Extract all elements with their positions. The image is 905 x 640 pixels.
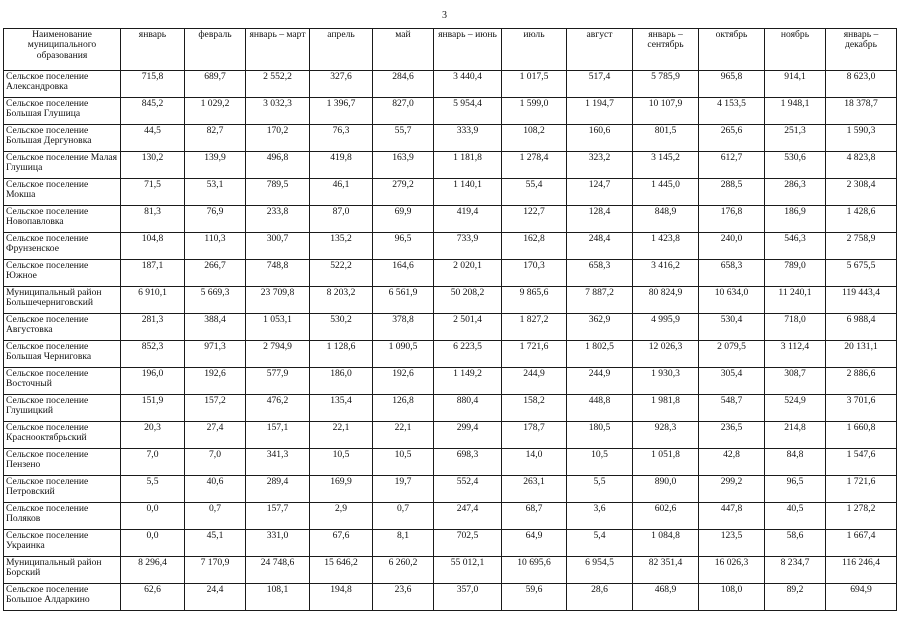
header-row [4, 29, 897, 71]
table-row [4, 449, 897, 476]
table-cell-value: 1 599,0 [502, 98, 567, 125]
table-cell-value: 447,8 [699, 503, 765, 530]
table-cell-value: 124,7 [567, 179, 633, 206]
table-cell-value: 4 995,9 [633, 314, 699, 341]
table-cell-value: 192,6 [373, 368, 434, 395]
table-cell-value: 357,0 [434, 584, 502, 611]
table-cell-value: 1 590,3 [826, 125, 897, 152]
row-municipality-name: Сельское поселение Пензено [4, 449, 121, 476]
table-cell-value: 1 948,1 [765, 98, 826, 125]
table-cell-value: 71,5 [121, 179, 185, 206]
table-cell-value: 96,5 [765, 476, 826, 503]
table-cell-value: 2 794,9 [246, 341, 310, 368]
table-cell-value: 10,5 [310, 449, 373, 476]
table-cell-value: 108,1 [246, 584, 310, 611]
column-header: август [567, 29, 633, 71]
table-cell-value: 3,6 [567, 503, 633, 530]
table-cell-value: 42,8 [699, 449, 765, 476]
column-header: январь – декабрь [826, 29, 897, 71]
table-row [4, 395, 897, 422]
table-cell-value: 801,5 [633, 125, 699, 152]
table-cell-value: 698,3 [434, 449, 502, 476]
table-cell-value: 192,6 [185, 368, 246, 395]
table-cell-value: 2 308,4 [826, 179, 897, 206]
table-cell-value: 24,4 [185, 584, 246, 611]
table-cell-value: 24 748,6 [246, 557, 310, 584]
data-table [3, 28, 897, 611]
table-cell-value: 160,6 [567, 125, 633, 152]
table-cell-value: 362,9 [567, 314, 633, 341]
table-cell-value: 135,2 [310, 233, 373, 260]
table-cell-value: 1 084,8 [633, 530, 699, 557]
table-body [4, 71, 897, 611]
table-row [4, 98, 897, 125]
table-cell-value: 214,8 [765, 422, 826, 449]
table-cell-value: 1 547,6 [826, 449, 897, 476]
table-cell-value: 3 440,4 [434, 71, 502, 98]
table-cell-value: 327,6 [310, 71, 373, 98]
table-cell-value: 852,3 [121, 341, 185, 368]
table-cell-value: 658,3 [699, 260, 765, 287]
table-cell-value: 496,8 [246, 152, 310, 179]
table-cell-value: 448,8 [567, 395, 633, 422]
table-row [4, 584, 897, 611]
table-cell-value: 10,5 [567, 449, 633, 476]
table-cell-value: 23,6 [373, 584, 434, 611]
table-row [4, 260, 897, 287]
table-cell-value: 299,2 [699, 476, 765, 503]
table-cell-value: 4 153,5 [699, 98, 765, 125]
table-cell-value: 1 140,1 [434, 179, 502, 206]
table-cell-value: 845,2 [121, 98, 185, 125]
row-municipality-name: Муниципальный район Большечерниговский [4, 287, 121, 314]
table-cell-value: 87,0 [310, 206, 373, 233]
table-cell-value: 84,8 [765, 449, 826, 476]
table-cell-value: 44,5 [121, 125, 185, 152]
table-cell-value: 577,9 [246, 368, 310, 395]
row-municipality-name: Сельское поселение Украинка [4, 530, 121, 557]
table-cell-value: 186,0 [310, 368, 373, 395]
table-cell-value: 1 721,6 [502, 341, 567, 368]
table-cell-value: 14,0 [502, 449, 567, 476]
row-municipality-name: Сельское поселение Большое Алдаркино [4, 584, 121, 611]
table-cell-value: 15 646,2 [310, 557, 373, 584]
row-municipality-name: Сельское поселение Новопавловка [4, 206, 121, 233]
table-cell-value: 1 802,5 [567, 341, 633, 368]
table-cell-value: 196,0 [121, 368, 185, 395]
table-cell-value: 289,4 [246, 476, 310, 503]
table-cell-value: 162,8 [502, 233, 567, 260]
table-cell-value: 170,3 [502, 260, 567, 287]
table-cell-value: 164,6 [373, 260, 434, 287]
column-header: февраль [185, 29, 246, 71]
row-municipality-name: Муниципальный район Борский [4, 557, 121, 584]
table-cell-value: 10,5 [373, 449, 434, 476]
table-cell-value: 914,1 [765, 71, 826, 98]
column-header: январь – март [246, 29, 310, 71]
table-cell-value: 180,5 [567, 422, 633, 449]
table-cell-value: 233,8 [246, 206, 310, 233]
table-cell-value: 2,9 [310, 503, 373, 530]
table-cell-value: 62,6 [121, 584, 185, 611]
table-cell-value: 689,7 [185, 71, 246, 98]
table-cell-value: 548,7 [699, 395, 765, 422]
table-cell-value: 6 988,4 [826, 314, 897, 341]
table-cell-value: 8,1 [373, 530, 434, 557]
table-cell-value: 265,6 [699, 125, 765, 152]
table-cell-value: 1 428,6 [826, 206, 897, 233]
table-cell-value: 331,0 [246, 530, 310, 557]
table-cell-value: 468,9 [633, 584, 699, 611]
table-cell-value: 1 149,2 [434, 368, 502, 395]
column-header: январь – сентябрь [633, 29, 699, 71]
table-cell-value: 194,8 [310, 584, 373, 611]
row-municipality-name: Сельское поселение Мокша [4, 179, 121, 206]
table-cell-value: 76,3 [310, 125, 373, 152]
table-cell-value: 928,3 [633, 422, 699, 449]
table-cell-value: 1 278,2 [826, 503, 897, 530]
table-cell-value: 2 079,5 [699, 341, 765, 368]
row-municipality-name: Сельское поселение Краснооктябрьский [4, 422, 121, 449]
table-cell-value: 3 416,2 [633, 260, 699, 287]
table-cell-value: 176,8 [699, 206, 765, 233]
table-cell-value: 522,2 [310, 260, 373, 287]
table-row [4, 503, 897, 530]
table-cell-value: 89,2 [765, 584, 826, 611]
row-municipality-name: Сельское поселение Петровский [4, 476, 121, 503]
table-cell-value: 20,3 [121, 422, 185, 449]
table-cell-value: 702,5 [434, 530, 502, 557]
table-cell-value: 5 785,9 [633, 71, 699, 98]
table-cell-value: 971,3 [185, 341, 246, 368]
table-cell-value: 341,3 [246, 449, 310, 476]
table-cell-value: 178,7 [502, 422, 567, 449]
table-row [4, 233, 897, 260]
table-cell-value: 715,8 [121, 71, 185, 98]
table-cell-value: 552,4 [434, 476, 502, 503]
table-cell-value: 546,3 [765, 233, 826, 260]
table-cell-value: 733,9 [434, 233, 502, 260]
table-cell-value: 108,0 [699, 584, 765, 611]
table-cell-value: 530,4 [699, 314, 765, 341]
row-municipality-name: Сельское поселение Большая Дергуновка [4, 125, 121, 152]
table-cell-value: 281,3 [121, 314, 185, 341]
table-cell-value: 170,2 [246, 125, 310, 152]
table-cell-value: 45,1 [185, 530, 246, 557]
table-cell-value: 419,4 [434, 206, 502, 233]
table-cell-value: 789,5 [246, 179, 310, 206]
table-row [4, 125, 897, 152]
table-cell-value: 6 561,9 [373, 287, 434, 314]
table-cell-value: 3 145,2 [633, 152, 699, 179]
table-cell-value: 9 865,6 [502, 287, 567, 314]
table-cell-value: 50 208,2 [434, 287, 502, 314]
table-cell-value: 1 981,8 [633, 395, 699, 422]
table-cell-value: 5 954,4 [434, 98, 502, 125]
table-cell-value: 5,4 [567, 530, 633, 557]
table-cell-value: 1 667,4 [826, 530, 897, 557]
table-cell-value: 8 203,2 [310, 287, 373, 314]
table-cell-value: 1 017,5 [502, 71, 567, 98]
table-cell-value: 880,4 [434, 395, 502, 422]
table-cell-value: 186,9 [765, 206, 826, 233]
table-cell-value: 158,2 [502, 395, 567, 422]
table-cell-value: 251,3 [765, 125, 826, 152]
table-cell-value: 80 824,9 [633, 287, 699, 314]
table-cell-value: 1 090,5 [373, 341, 434, 368]
table-cell-value: 244,9 [502, 368, 567, 395]
table-row [4, 476, 897, 503]
table-cell-value: 3 701,6 [826, 395, 897, 422]
table-cell-value: 64,9 [502, 530, 567, 557]
table-cell-value: 612,7 [699, 152, 765, 179]
column-header-name: Наименование муниципального образования [4, 29, 121, 71]
column-header: ноябрь [765, 29, 826, 71]
table-cell-value: 157,2 [185, 395, 246, 422]
table-cell-value: 848,9 [633, 206, 699, 233]
table-cell-value: 1 029,2 [185, 98, 246, 125]
table-cell-value: 5,5 [567, 476, 633, 503]
table-row [4, 368, 897, 395]
row-municipality-name: Сельское поселение Александровка [4, 71, 121, 98]
table-cell-value: 1 278,4 [502, 152, 567, 179]
table-cell-value: 2 886,6 [826, 368, 897, 395]
table-cell-value: 718,0 [765, 314, 826, 341]
table-cell-value: 12 026,3 [633, 341, 699, 368]
table-cell-value: 116 246,4 [826, 557, 897, 584]
table-cell-value: 139,9 [185, 152, 246, 179]
table-cell-value: 157,1 [246, 422, 310, 449]
table-row [4, 530, 897, 557]
table-cell-value: 6 910,1 [121, 287, 185, 314]
table-cell-value: 7 170,9 [185, 557, 246, 584]
table-cell-value: 419,8 [310, 152, 373, 179]
column-header: апрель [310, 29, 373, 71]
table-cell-value: 1 194,7 [567, 98, 633, 125]
table-cell-value: 1 423,8 [633, 233, 699, 260]
row-municipality-name: Сельское поселение Восточный [4, 368, 121, 395]
table-cell-value: 305,4 [699, 368, 765, 395]
table-cell-value: 333,9 [434, 125, 502, 152]
table-cell-value: 40,6 [185, 476, 246, 503]
table-row [4, 179, 897, 206]
table-cell-value: 658,3 [567, 260, 633, 287]
table-cell-value: 748,8 [246, 260, 310, 287]
table-cell-value: 119 443,4 [826, 287, 897, 314]
row-municipality-name: Сельское поселение Августовка [4, 314, 121, 341]
table-row [4, 557, 897, 584]
table-cell-value: 20 131,1 [826, 341, 897, 368]
table-cell-value: 530,2 [310, 314, 373, 341]
table-cell-value: 279,2 [373, 179, 434, 206]
table-row [4, 152, 897, 179]
table-cell-value: 6 260,2 [373, 557, 434, 584]
table-cell-value: 67,6 [310, 530, 373, 557]
table-cell-value: 244,9 [567, 368, 633, 395]
table-cell-value: 7,0 [121, 449, 185, 476]
table-cell-value: 55,7 [373, 125, 434, 152]
table-row [4, 287, 897, 314]
column-header: январь [121, 29, 185, 71]
table-cell-value: 151,9 [121, 395, 185, 422]
table-row [4, 341, 897, 368]
table-cell-value: 68,7 [502, 503, 567, 530]
table-cell-value: 22,1 [373, 422, 434, 449]
table-cell-value: 1 721,6 [826, 476, 897, 503]
row-municipality-name: Сельское поселение Глушицкий [4, 395, 121, 422]
table-cell-value: 5 675,5 [826, 260, 897, 287]
table-cell-value: 2 552,2 [246, 71, 310, 98]
table-cell-value: 187,1 [121, 260, 185, 287]
table-cell-value: 157,7 [246, 503, 310, 530]
table-cell-value: 965,8 [699, 71, 765, 98]
table-cell-value: 76,9 [185, 206, 246, 233]
table-cell-value: 53,1 [185, 179, 246, 206]
table-cell-value: 81,3 [121, 206, 185, 233]
table-cell-value: 827,0 [373, 98, 434, 125]
table-cell-value: 476,2 [246, 395, 310, 422]
row-municipality-name: Сельское поселение Фрунзенское [4, 233, 121, 260]
page-number: 3 [442, 10, 447, 21]
table-cell-value: 82,7 [185, 125, 246, 152]
table-cell-value: 27,4 [185, 422, 246, 449]
row-municipality-name: Сельское поселение Малая Глушица [4, 152, 121, 179]
table-cell-value: 247,4 [434, 503, 502, 530]
table-cell-value: 55,4 [502, 179, 567, 206]
table-row [4, 314, 897, 341]
table-cell-value: 524,9 [765, 395, 826, 422]
table-cell-value: 0,7 [373, 503, 434, 530]
table-cell-value: 104,8 [121, 233, 185, 260]
table-cell-value: 263,1 [502, 476, 567, 503]
table-cell-value: 19,7 [373, 476, 434, 503]
table-cell-value: 96,5 [373, 233, 434, 260]
table-cell-value: 7,0 [185, 449, 246, 476]
table-cell-value: 1 051,8 [633, 449, 699, 476]
table-cell-value: 1 396,7 [310, 98, 373, 125]
row-municipality-name: Сельское поселение Большая Глушица [4, 98, 121, 125]
table-cell-value: 10 695,6 [502, 557, 567, 584]
column-header: май [373, 29, 434, 71]
table-cell-value: 40,5 [765, 503, 826, 530]
table-cell-value: 1 445,0 [633, 179, 699, 206]
table-row [4, 206, 897, 233]
table-cell-value: 530,6 [765, 152, 826, 179]
table-cell-value: 169,9 [310, 476, 373, 503]
table-cell-value: 4 823,8 [826, 152, 897, 179]
table-cell-value: 2 501,4 [434, 314, 502, 341]
table-cell-value: 517,4 [567, 71, 633, 98]
table-cell-value: 163,9 [373, 152, 434, 179]
table-cell-value: 308,7 [765, 368, 826, 395]
table-cell-value: 284,6 [373, 71, 434, 98]
table-cell-value: 11 240,1 [765, 287, 826, 314]
column-header: октябрь [699, 29, 765, 71]
row-municipality-name: Сельское поселение Южное [4, 260, 121, 287]
table-cell-value: 126,8 [373, 395, 434, 422]
table-cell-value: 108,2 [502, 125, 567, 152]
table-cell-value: 8 296,4 [121, 557, 185, 584]
table-cell-value: 3 112,4 [765, 341, 826, 368]
table-cell-value: 378,8 [373, 314, 434, 341]
table-cell-value: 28,6 [567, 584, 633, 611]
table-cell-value: 1 053,1 [246, 314, 310, 341]
table-cell-value: 46,1 [310, 179, 373, 206]
table-cell-value: 135,4 [310, 395, 373, 422]
table-cell-value: 694,9 [826, 584, 897, 611]
table-cell-value: 8 623,0 [826, 71, 897, 98]
table-cell-value: 69,9 [373, 206, 434, 233]
table-cell-value: 3 032,3 [246, 98, 310, 125]
table-cell-value: 266,7 [185, 260, 246, 287]
table-cell-value: 323,2 [567, 152, 633, 179]
table-cell-value: 288,5 [699, 179, 765, 206]
table-cell-value: 1 930,3 [633, 368, 699, 395]
table-cell-value: 10 634,0 [699, 287, 765, 314]
table-cell-value: 2 020,1 [434, 260, 502, 287]
table-cell-value: 789,0 [765, 260, 826, 287]
table-cell-value: 5 669,3 [185, 287, 246, 314]
table-cell-value: 6 223,5 [434, 341, 502, 368]
table-cell-value: 1 128,6 [310, 341, 373, 368]
table-cell-value: 18 378,7 [826, 98, 897, 125]
table-cell-value: 299,4 [434, 422, 502, 449]
table-cell-value: 0,7 [185, 503, 246, 530]
table-cell-value: 5,5 [121, 476, 185, 503]
table-cell-value: 0,0 [121, 503, 185, 530]
table-row [4, 422, 897, 449]
table-cell-value: 890,0 [633, 476, 699, 503]
table-cell-value: 110,3 [185, 233, 246, 260]
table-header [4, 29, 897, 71]
table-cell-value: 602,6 [633, 503, 699, 530]
table-cell-value: 300,7 [246, 233, 310, 260]
table-row [4, 71, 897, 98]
column-header: январь – июнь [434, 29, 502, 71]
table-cell-value: 130,2 [121, 152, 185, 179]
table-cell-value: 240,0 [699, 233, 765, 260]
column-header: июль [502, 29, 567, 71]
table-cell-value: 23 709,8 [246, 287, 310, 314]
table-cell-value: 59,6 [502, 584, 567, 611]
table-cell-value: 286,3 [765, 179, 826, 206]
row-municipality-name: Сельское поселение Поляков [4, 503, 121, 530]
table-cell-value: 55 012,1 [434, 557, 502, 584]
table-cell-value: 1 827,2 [502, 314, 567, 341]
table-cell-value: 123,5 [699, 530, 765, 557]
table-cell-value: 16 026,3 [699, 557, 765, 584]
table-cell-value: 6 954,5 [567, 557, 633, 584]
table-cell-value: 236,5 [699, 422, 765, 449]
table-cell-value: 2 758,9 [826, 233, 897, 260]
table-cell-value: 128,4 [567, 206, 633, 233]
table-cell-value: 1 181,8 [434, 152, 502, 179]
table-cell-value: 58,6 [765, 530, 826, 557]
table-cell-value: 122,7 [502, 206, 567, 233]
table-cell-value: 22,1 [310, 422, 373, 449]
table-cell-value: 248,4 [567, 233, 633, 260]
row-municipality-name: Сельское поселение Большая Черниговка [4, 341, 121, 368]
table-cell-value: 82 351,4 [633, 557, 699, 584]
table-cell-value: 1 660,8 [826, 422, 897, 449]
table-cell-value: 0,0 [121, 530, 185, 557]
table-cell-value: 388,4 [185, 314, 246, 341]
table-cell-value: 10 107,9 [633, 98, 699, 125]
table-cell-value: 8 234,7 [765, 557, 826, 584]
table-cell-value: 7 887,2 [567, 287, 633, 314]
